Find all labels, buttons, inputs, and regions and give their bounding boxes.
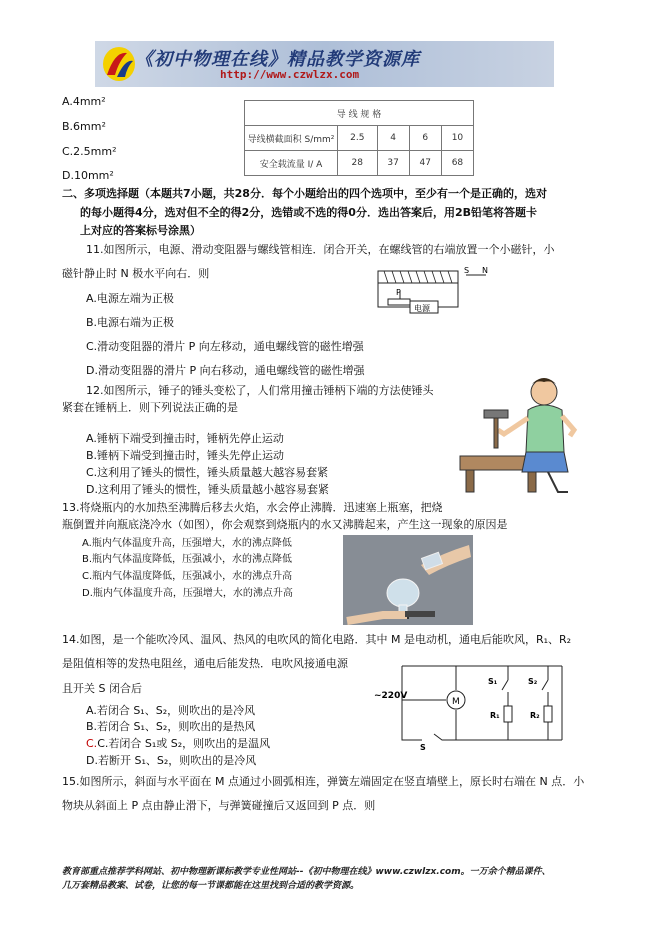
section2-line2: 的每小题得4分，选对但不全的得2分，选错或不选的得0分．选出答案后，用2B铅笔将答题卡 [80, 206, 537, 219]
hammer-illustration [458, 370, 583, 500]
figure-label-s1: S₁ [488, 677, 498, 686]
figure-label-switch-s: S [420, 743, 426, 750]
wire-table-cell: 2.5 [338, 126, 378, 151]
wire-spec-table [244, 100, 474, 176]
prev-option-b: B.6mm² [62, 120, 106, 133]
q14-option-a: A.若闭合 S₁、S₂，则吹出的是冷风 [86, 704, 256, 717]
figure-label-s2: S₂ [528, 677, 538, 686]
wire-table-cell: 37 [377, 151, 409, 176]
header-banner [95, 41, 554, 87]
wire-table-title: 导 线 规 格 [245, 101, 474, 126]
q13-option-c: C.瓶内气体温度降低，压强减小，水的沸点升高 [82, 571, 293, 582]
q12-option-a: A.锤柄下端受到撞击时，锤柄先停止运动 [86, 432, 284, 445]
wire-table-cell: 6 [409, 126, 441, 151]
wire-table-row1-label: 导线横截面积 S/mm² [245, 126, 338, 151]
q12-option-c: C.这利用了锤头的惯性，锤头质量越大越容易套紧 [86, 466, 329, 479]
site-logo-icon [101, 45, 137, 83]
figure-label-source: 电源 [414, 304, 430, 313]
wire-table-cell: 68 [441, 151, 473, 176]
q13-option-a: A.瓶内气体温度升高，压强增大，水的沸点降低 [82, 538, 292, 549]
q11-option-d: D.滑动变阻器的滑片 P 向右移动，通电螺线管的磁性增强 [86, 364, 365, 377]
q14-option-b: B.若闭合 S₁、S₂，则吹出的是热风 [86, 720, 256, 733]
prev-option-a: A.4mm² [62, 95, 106, 108]
q12-option-b: B.锤柄下端受到撞击时，锤头先停止运动 [86, 449, 285, 462]
figure-label-m: M [452, 697, 460, 707]
wire-table-row2-label: 安全载流量 I/ A [245, 151, 338, 176]
wire-table-cell: 10 [441, 126, 473, 151]
figure-label-r2: R₂ [530, 711, 540, 720]
q11-option-a: A.电源左端为正极 [86, 292, 174, 305]
q14-line1: 14.如图，是一个能吹冷风、温风、热风的电吹风的简化电路．其中 M 是电动机，通电后能吹风，R₁、R₂ [62, 633, 572, 646]
footer-line1: 教育部重点推荐学科网站、初中物理新课标教学专业性网站--《初中物理在线》www.czwlzx.com。一万余个精品课件、 [62, 867, 551, 877]
q14-option-c-text: C.若闭合 S₁或 S₂，则吹出的是温风 [97, 737, 271, 750]
solenoid-circuit-figure [370, 265, 500, 327]
banner-url[interactable]: http://www.czwlzx.com [220, 68, 360, 81]
q12-option-d: D.这利用了锤头的惯性，锤头质量越小越容易套紧 [86, 483, 329, 496]
q13-option-b: B.瓶内气体温度降低，压强减小，水的沸点降低 [82, 554, 293, 565]
q14-line3: 且开关 S 闭合后 [62, 682, 142, 695]
q11-option-c: C.滑动变阻器的滑片 P 向左移动，通电螺线管的磁性增强 [86, 340, 364, 353]
q14-line2: 是阻值相等的发热电阻丝，通电后能发热．电吹风接通电源 [62, 657, 348, 670]
banner-title: 《初中物理在线》精品教学资源库 [135, 49, 420, 70]
q14-option-c: C.C.若闭合 S₁或 S₂，则吹出的是温风 [86, 737, 271, 750]
q12-line2: 紧套在锤柄上．则下列说法正确的是 [62, 401, 238, 414]
q11-line1: 11.如图所示，电源、滑动变阻器与螺线管相连．闭合开关，在螺线管的右端放置一个小磁针，小 [86, 243, 555, 256]
wire-table-cell: 28 [338, 151, 378, 176]
figure-label-p: P [396, 288, 401, 297]
figure-label-voltage: ~220V [374, 691, 408, 701]
q11-option-b: B.电源右端为正极 [86, 316, 175, 329]
footer-line2: 几万套精品教案、试卷，让您的每一节课都能在这里找到合适的教学资源。 [62, 881, 360, 891]
q14-option-d: D.若断开 S₁、S₂，则吹出的是冷风 [86, 754, 257, 767]
figure-label-s: S [464, 266, 470, 275]
figure-label-r1: R₁ [490, 711, 500, 720]
figure-label-n: N [482, 266, 488, 275]
section2-line3: 上对应的答案标号涂黑） [80, 224, 201, 237]
q13-line1: 13.将烧瓶内的水加热至沸腾后移去火焰，水会停止沸腾．迅速塞上瓶塞，把烧 [62, 501, 443, 514]
wire-table-cell: 47 [409, 151, 441, 176]
wire-table-cell: 4 [377, 126, 409, 151]
prev-option-c: C.2.5mm² [62, 145, 117, 158]
q15-line1: 15.如图所示，斜面与水平面在 M 点通过小圆弧相连，弹簧左端固定在竖直墙壁上，原长时右端在 N 点．小 [62, 775, 585, 788]
flask-photo [343, 535, 473, 625]
section2-line1: 二、多项选择题（本题共7小题，共28分．每个小题给出的四个选项中，至少有一个是正确的，选对 [62, 187, 547, 200]
q11-line2: 磁针静止时 N 极水平向右．则 [62, 267, 210, 280]
q13-line2: 瓶倒置并向瓶底浇冷水（如图），你会观察到烧瓶内的水又沸腾起来，产生这一现象的原因是 [62, 518, 508, 531]
q15-line2: 物块从斜面上 P 点由静止滑下，与弹簧碰撞后又返回到 P 点．则 [62, 799, 376, 812]
q12-line1: 12.如图所示，锤子的锤头变松了，人们常用撞击锤柄下端的方法使锤头 [86, 384, 434, 397]
prev-option-d: D.10mm² [62, 169, 114, 182]
hairdryer-circuit-figure [372, 660, 572, 750]
q13-option-d: D.瓶内气体温度升高，压强增大，水的沸点升高 [82, 588, 293, 599]
